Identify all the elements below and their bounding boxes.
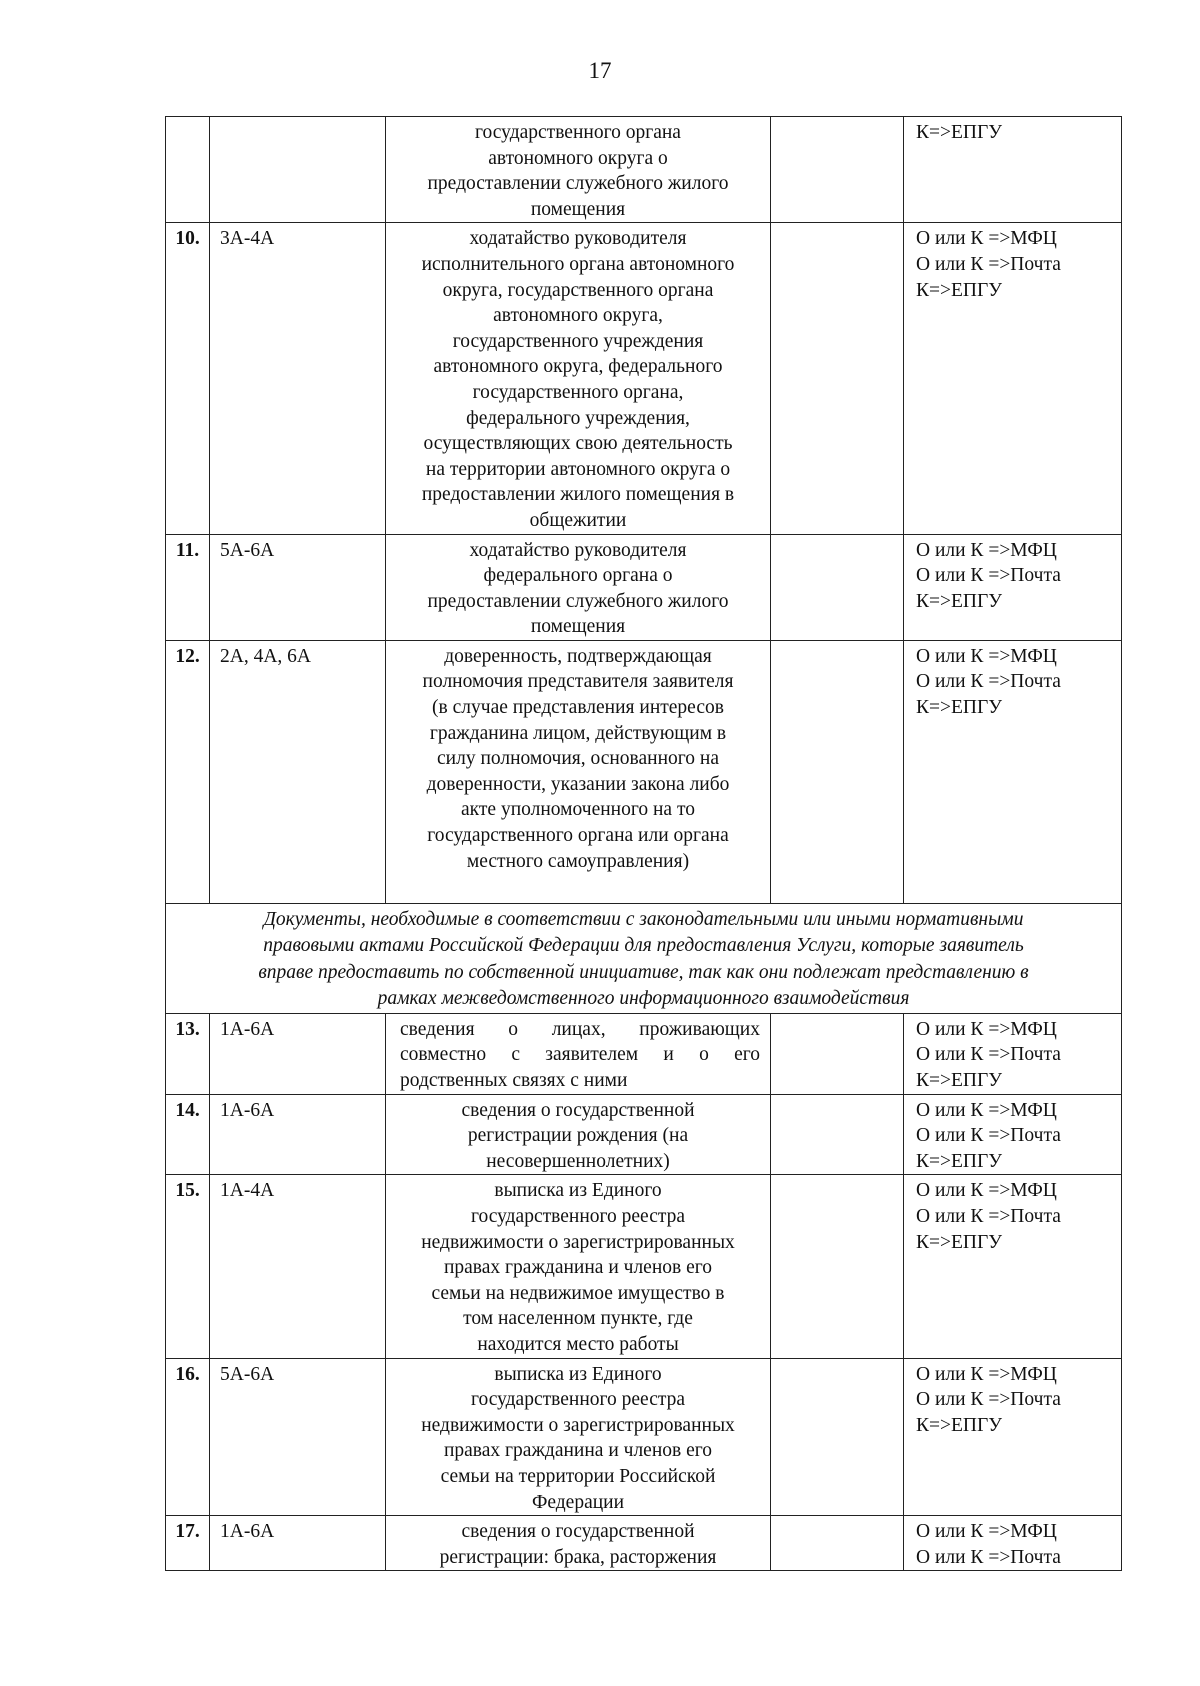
table-row bbox=[166, 223, 1122, 534]
row-number: 17. bbox=[166, 1516, 210, 1571]
document-name-line: местного самоуправления) bbox=[466, 850, 690, 872]
empty-cell bbox=[771, 640, 904, 903]
submission-method: К=>ЕПГУ bbox=[916, 1070, 1003, 1092]
submission-method: О или К =>МФЦ bbox=[916, 1018, 1057, 1040]
document-name-line: автономного округа о bbox=[488, 147, 668, 169]
submission-method: О или К =>МФЦ bbox=[916, 645, 1057, 667]
document-name-line: выписка из Единого bbox=[494, 1180, 662, 1202]
section-heading-line: рамках межведомственного информационного взаимодействия bbox=[377, 988, 910, 1010]
submission-method: О или К =>МФЦ bbox=[916, 1363, 1057, 1385]
row-number: 11. bbox=[166, 534, 210, 640]
table-row bbox=[166, 1516, 1122, 1571]
document-name-line: несовершеннолетних) bbox=[486, 1150, 670, 1172]
document-name-line: государственного реестра bbox=[470, 1389, 686, 1411]
applicant-categories bbox=[210, 117, 386, 223]
applicant-categories: 5А-6А bbox=[210, 534, 386, 640]
document-name-line: сведения о государственной bbox=[461, 1099, 695, 1121]
document-name bbox=[386, 534, 771, 640]
section-heading-line: вправе предоставить по собственной инициативе, так как они подлежат представлению в bbox=[258, 961, 1029, 983]
document-name-line: федерального учреждения, bbox=[466, 407, 690, 429]
document-name-line: исполнительного органа автономного bbox=[421, 253, 735, 275]
submission-method: О или К =>Почта bbox=[916, 671, 1061, 693]
row-number: 10. bbox=[166, 223, 210, 534]
row-number: 15. bbox=[166, 1175, 210, 1358]
document-name-line: автономного округа, федерального bbox=[433, 356, 723, 378]
row-number: 12. bbox=[166, 640, 210, 903]
document-name-line: полномочия представителя заявителя bbox=[422, 671, 734, 693]
document-name bbox=[386, 1175, 771, 1358]
document-name-line: доверенности, указании закона либо bbox=[426, 773, 730, 795]
row-number: 13. bbox=[166, 1013, 210, 1094]
submission-methods bbox=[904, 640, 1122, 903]
document-name bbox=[386, 1094, 771, 1175]
document-name-line: ходатайство руководителя bbox=[469, 539, 687, 561]
submission-methods bbox=[904, 1516, 1122, 1571]
submission-method: К=>ЕПГУ bbox=[916, 590, 1003, 612]
table-row bbox=[166, 117, 1122, 223]
document-name-line: акте уполномоченного на то bbox=[461, 799, 695, 821]
document-name-line: предоставлении служебного жилого bbox=[427, 173, 729, 195]
row-number: 14. bbox=[166, 1094, 210, 1175]
document-name bbox=[386, 1516, 771, 1571]
document-name-line: помещения bbox=[530, 198, 626, 220]
document-name-line: недвижимости о зарегистрированных bbox=[421, 1414, 735, 1436]
submission-methods bbox=[904, 223, 1122, 534]
document-name-line: федерального органа о bbox=[483, 565, 673, 587]
document-name-line: том населенном пункте, где bbox=[463, 1308, 693, 1330]
submission-methods bbox=[904, 1094, 1122, 1175]
document-name-line: недвижимости о зарегистрированных bbox=[421, 1231, 735, 1253]
submission-method: К=>ЕПГУ bbox=[916, 1231, 1003, 1253]
document-name-line: правах гражданина и членов его bbox=[443, 1257, 713, 1279]
table-row bbox=[166, 640, 1122, 903]
document-name-line: автономного округа, bbox=[493, 305, 663, 327]
submission-method: О или К =>Почта bbox=[916, 1125, 1061, 1147]
table-row bbox=[166, 1358, 1122, 1516]
submission-method: О или К =>Почта bbox=[916, 253, 1061, 275]
document-name-line: Федерации bbox=[531, 1491, 625, 1513]
document-name-line: регистрации рождения (на bbox=[467, 1125, 689, 1147]
document-name-line: осуществляющих свою деятельность bbox=[423, 433, 733, 455]
document-name-line: помещения bbox=[530, 616, 626, 638]
empty-cell bbox=[771, 223, 904, 534]
applicant-categories: 1А-6А bbox=[210, 1516, 386, 1571]
submission-method: К=>ЕПГУ bbox=[916, 697, 1003, 719]
submission-method: О или К =>Почта bbox=[916, 1546, 1061, 1568]
document-name-line: сведения о государственной bbox=[461, 1521, 695, 1543]
document-name-line: выписка из Единого bbox=[494, 1363, 662, 1385]
table-row bbox=[166, 1175, 1122, 1358]
document-name bbox=[386, 1358, 771, 1516]
row-number bbox=[166, 117, 210, 223]
section-heading bbox=[166, 903, 1122, 1013]
document-name-line: государственного органа, bbox=[472, 381, 684, 403]
submission-method: О или К =>МФЦ bbox=[916, 539, 1057, 561]
table-body bbox=[166, 117, 1122, 1571]
document-name-line: находится место работы bbox=[477, 1334, 679, 1355]
document-name-line: (в случае представления интересов bbox=[432, 697, 724, 719]
applicant-categories: 1А-4А bbox=[210, 1175, 386, 1358]
row-number: 16. bbox=[166, 1358, 210, 1516]
document-name-line: сведения о лицах, проживающих совместно с заявителем и о его родственных связях с ними bbox=[400, 1018, 760, 1092]
document-name bbox=[386, 640, 771, 903]
document-name-line: гражданина лицом, действующим в bbox=[429, 722, 727, 744]
applicant-categories: 5А-6А bbox=[210, 1358, 386, 1516]
document-name-line: ходатайство руководителя bbox=[469, 228, 687, 250]
submission-method: К=>ЕПГУ bbox=[916, 1150, 1003, 1172]
submission-methods bbox=[904, 117, 1122, 223]
document-name-line: регистрации: брака, расторжения bbox=[439, 1546, 717, 1568]
section-heading-line: Документы, необходимые в соответствии с законодательными или иными нормативными bbox=[263, 908, 1024, 930]
document-name-line: на территории автономного округа о bbox=[425, 458, 731, 480]
submission-method: О или К =>МФЦ bbox=[916, 1180, 1057, 1202]
document-name-line: государственного органа bbox=[475, 122, 681, 143]
submission-method: О или К =>МФЦ bbox=[916, 1521, 1057, 1543]
document-name bbox=[386, 1013, 771, 1094]
document-name-line: предоставлении жилого помещения в bbox=[421, 484, 735, 506]
submission-methods bbox=[904, 1358, 1122, 1516]
document-name-line: государственного органа или органа bbox=[427, 825, 729, 847]
submission-methods bbox=[904, 1175, 1122, 1358]
empty-cell bbox=[771, 1516, 904, 1571]
submission-method: О или К =>Почта bbox=[916, 565, 1061, 587]
empty-cell bbox=[771, 1175, 904, 1358]
document-name-line: семьи на территории Российской bbox=[440, 1465, 716, 1487]
section-heading-line: правовыми актами Российской Федерации для предоставления Услуги, которые заявитель bbox=[263, 935, 1024, 957]
submission-method: К=>ЕПГУ bbox=[916, 122, 1003, 143]
applicant-categories: 3А-4А bbox=[210, 223, 386, 534]
table-row bbox=[166, 1094, 1122, 1175]
applicant-categories: 1А-6А bbox=[210, 1094, 386, 1175]
applicant-categories: 1А-6А bbox=[210, 1013, 386, 1094]
document-name-line: государственного учреждения bbox=[452, 330, 704, 352]
document-name-line: государственного реестра bbox=[470, 1206, 686, 1228]
submission-method: О или К =>Почта bbox=[916, 1389, 1061, 1411]
submission-method: О или К =>Почта bbox=[916, 1044, 1061, 1066]
documents-table bbox=[165, 116, 1122, 1571]
document-name-line: правах гражданина и членов его bbox=[443, 1440, 713, 1462]
empty-cell bbox=[771, 1094, 904, 1175]
empty-cell bbox=[771, 1013, 904, 1094]
empty-cell bbox=[771, 117, 904, 223]
submission-method: О или К =>МФЦ bbox=[916, 228, 1057, 250]
empty-cell bbox=[771, 534, 904, 640]
document-name-line: округа, государственного органа bbox=[442, 279, 714, 301]
applicant-categories: 2А, 4А, 6А bbox=[210, 640, 386, 903]
table-row bbox=[166, 534, 1122, 640]
document-name-line: общежитии bbox=[529, 509, 627, 531]
submission-method: О или К =>Почта bbox=[916, 1206, 1061, 1228]
document-name-line: семьи на недвижимое имущество в bbox=[431, 1282, 725, 1304]
document-name bbox=[386, 117, 771, 223]
document-name-line: доверенность, подтверждающая bbox=[444, 645, 712, 667]
submission-method: К=>ЕПГУ bbox=[916, 279, 1003, 301]
page-number: 17 bbox=[588, 58, 612, 83]
document-name-line: силу полномочия, основанного на bbox=[437, 748, 719, 770]
empty-cell bbox=[771, 1358, 904, 1516]
submission-methods bbox=[904, 534, 1122, 640]
table-row bbox=[166, 1013, 1122, 1094]
submission-method: К=>ЕПГУ bbox=[916, 1414, 1003, 1436]
document-name bbox=[386, 223, 771, 534]
document-name-line: предоставлении служебного жилого bbox=[427, 590, 729, 612]
section-header-row bbox=[166, 903, 1122, 1013]
submission-methods bbox=[904, 1013, 1122, 1094]
submission-method: О или К =>МФЦ bbox=[916, 1099, 1057, 1121]
